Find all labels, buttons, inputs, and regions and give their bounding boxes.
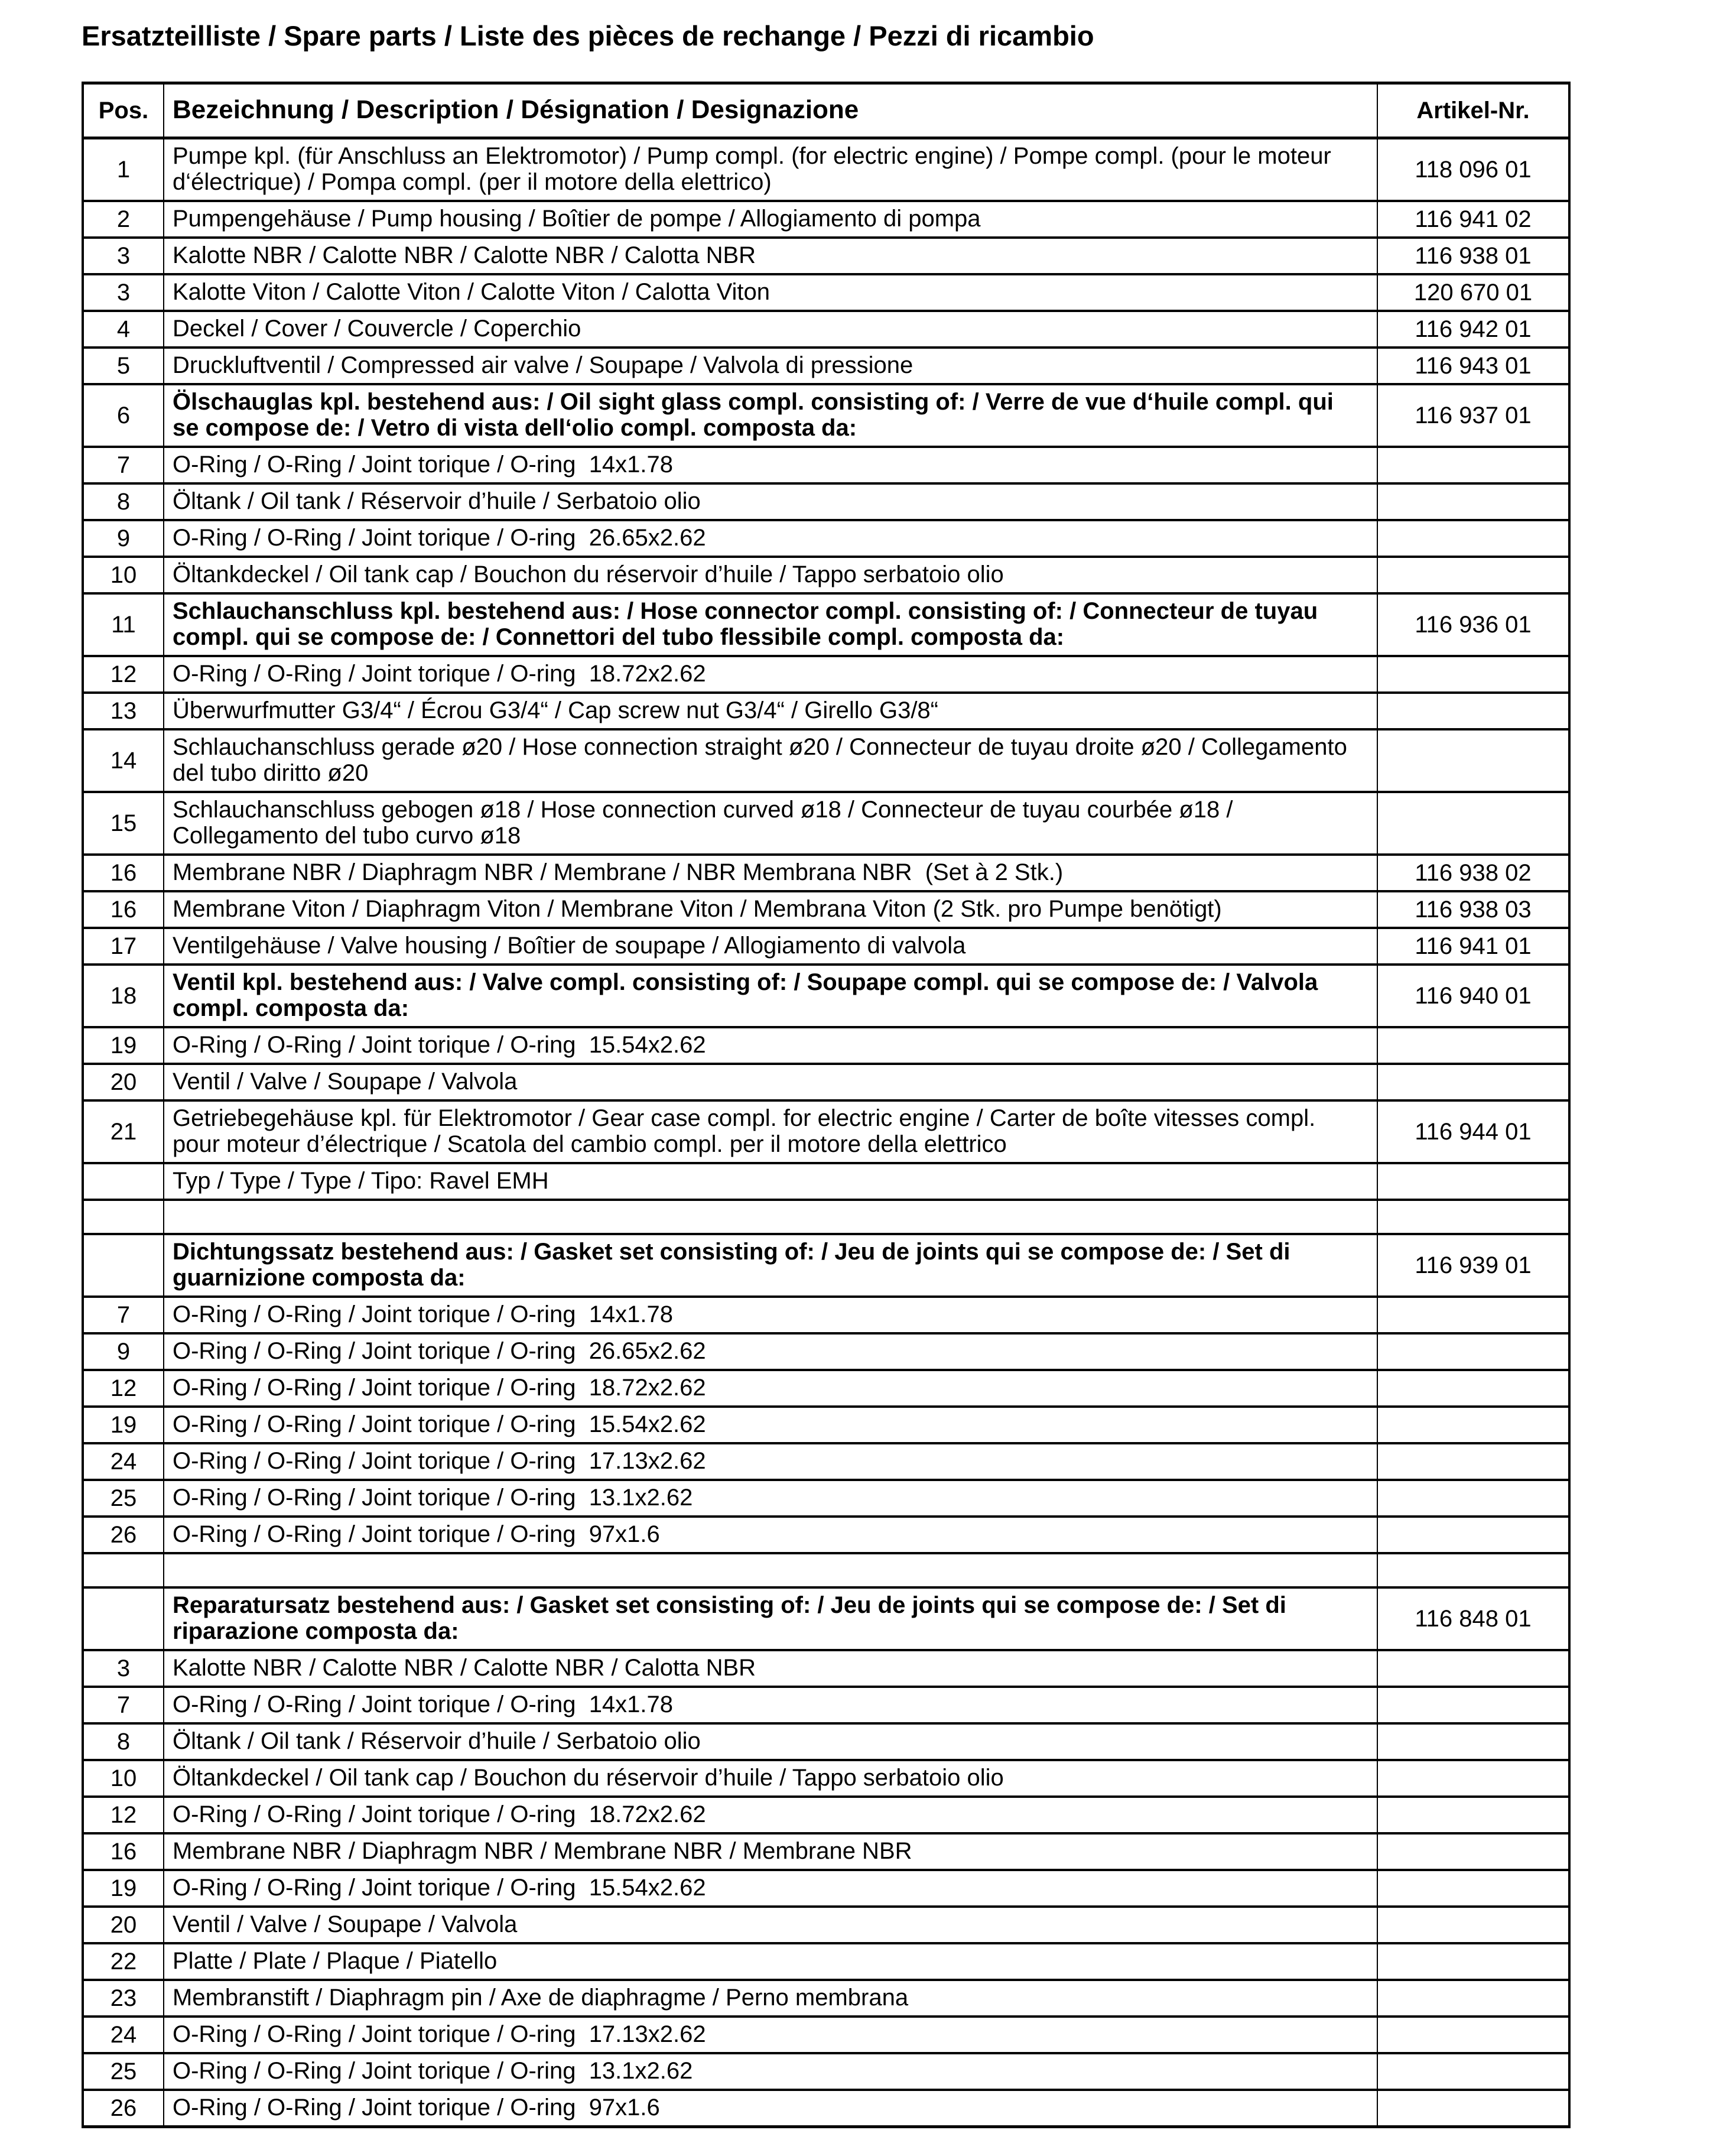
article-nr-cell	[1377, 483, 1569, 520]
description-cell	[164, 1553, 1377, 1587]
pos-cell	[83, 1163, 164, 1200]
table-row	[83, 928, 1569, 965]
pos-cell: 10	[83, 557, 164, 593]
article-nr-cell	[1377, 2090, 1569, 2127]
article-nr-cell	[1377, 1370, 1569, 1407]
pos-cell	[83, 1553, 164, 1587]
pos-cell	[83, 1200, 164, 1234]
description-cell: Dichtungssatz bestehend aus: / Gasket set consisting of: / Jeu de joints qui se compose de: / Set di guarnizione composta da:	[164, 1234, 1377, 1297]
article-nr-cell: 116 938 03	[1377, 891, 1569, 928]
description-cell: Überwurfmutter G3/4“ / Écrou G3/4“ / Cap screw nut G3/4“ / Girello G3/8“	[164, 693, 1377, 729]
description-cell	[164, 1200, 1377, 1234]
table-row	[83, 138, 1569, 202]
article-nr-cell	[1377, 557, 1569, 593]
table-row	[83, 1333, 1569, 1370]
article-nr-cell	[1377, 1553, 1569, 1587]
description-cell: O-Ring / O-Ring / Joint torique / O-ring 26.65x2.62	[164, 520, 1377, 557]
article-nr-cell	[1377, 1200, 1569, 1234]
pos-cell: 5	[83, 348, 164, 384]
table-row	[83, 965, 1569, 1027]
description-cell: O-Ring / O-Ring / Joint torique / O-ring 15.54x2.62	[164, 1407, 1377, 1443]
article-nr-cell	[1377, 729, 1569, 792]
article-nr-cell	[1377, 2053, 1569, 2090]
description-cell: O-Ring / O-Ring / Joint torique / O-ring 17.13x2.62	[164, 2017, 1377, 2053]
table-row	[83, 1723, 1569, 1760]
col-header-description: Bezeichnung / Description / Désignation / Designazione	[164, 83, 1377, 138]
description-cell: Ventilgehäuse / Valve housing / Boîtier de soupape / Allogiamento di valvola	[164, 928, 1377, 965]
description-cell: Membranstift / Diaphragm pin / Axe de diaphragme / Perno membrana	[164, 1980, 1377, 2017]
article-nr-cell: 118 096 01	[1377, 138, 1569, 202]
article-nr-cell	[1377, 1907, 1569, 1943]
description-cell: Kalotte Viton / Calotte Viton / Calotte Viton / Calotta Viton	[164, 274, 1377, 311]
article-nr-cell	[1377, 693, 1569, 729]
description-cell: Membrane NBR / Diaphragm NBR / Membrane / NBR Membrana NBR (Set à 2 Stk.)	[164, 855, 1377, 891]
table-row	[83, 447, 1569, 483]
article-nr-cell	[1377, 447, 1569, 483]
description-cell: O-Ring / O-Ring / Joint torique / O-ring 17.13x2.62	[164, 1443, 1377, 1480]
pos-cell	[83, 1587, 164, 1650]
description-cell: Kalotte NBR / Calotte NBR / Calotte NBR / Calotta NBR	[164, 1650, 1377, 1687]
pos-cell: 7	[83, 447, 164, 483]
table-row	[83, 1587, 1569, 1650]
col-header-pos: Pos.	[83, 83, 164, 138]
pos-cell: 23	[83, 1980, 164, 2017]
spacer-row	[83, 1553, 1569, 1587]
table-row	[83, 1907, 1569, 1943]
table-row	[83, 891, 1569, 928]
description-cell: Öltank / Oil tank / Réservoir d’huile / Serbatoio olio	[164, 1723, 1377, 1760]
table-row	[83, 1797, 1569, 1833]
table-row	[83, 384, 1569, 447]
article-nr-cell: 116 939 01	[1377, 1234, 1569, 1297]
pos-cell: 8	[83, 1723, 164, 1760]
description-cell: O-Ring / O-Ring / Joint torique / O-ring 14x1.78	[164, 447, 1377, 483]
article-nr-cell	[1377, 792, 1569, 855]
pos-cell: 19	[83, 1407, 164, 1443]
article-nr-cell: 116 941 01	[1377, 928, 1569, 965]
table-row	[83, 855, 1569, 891]
article-nr-cell	[1377, 656, 1569, 693]
table-row	[83, 201, 1569, 238]
article-nr-cell	[1377, 1870, 1569, 1907]
article-nr-cell	[1377, 1333, 1569, 1370]
article-nr-cell	[1377, 1297, 1569, 1333]
pos-cell: 16	[83, 891, 164, 928]
parts-table-header	[83, 83, 1569, 138]
table-row	[83, 1443, 1569, 1480]
article-nr-cell	[1377, 1650, 1569, 1687]
table-row	[83, 1297, 1569, 1333]
table-row	[83, 1687, 1569, 1723]
pos-cell: 22	[83, 1943, 164, 1980]
description-cell: O-Ring / O-Ring / Joint torique / O-ring 13.1x2.62	[164, 1480, 1377, 1517]
table-row	[83, 348, 1569, 384]
description-cell: O-Ring / O-Ring / Joint torique / O-ring 18.72x2.62	[164, 656, 1377, 693]
article-nr-cell: 116 942 01	[1377, 311, 1569, 348]
parts-table	[82, 82, 1571, 2128]
article-nr-cell	[1377, 1760, 1569, 1797]
description-cell: O-Ring / O-Ring / Joint torique / O-ring 26.65x2.62	[164, 1333, 1377, 1370]
description-cell: O-Ring / O-Ring / Joint torique / O-ring 15.54x2.62	[164, 1027, 1377, 1064]
description-cell: Pumpengehäuse / Pump housing / Boîtier de pompe / Allogiamento di pompa	[164, 201, 1377, 238]
pos-cell: 8	[83, 483, 164, 520]
table-row	[83, 1370, 1569, 1407]
description-cell: Druckluftventil / Compressed air valve / Soupape / Valvola di pressione	[164, 348, 1377, 384]
table-row	[83, 2090, 1569, 2127]
description-cell: Schlauchanschluss gerade ø20 / Hose connection straight ø20 / Connecteur de tuyau droite ø20 / Collegamento del tubo diritto ø20	[164, 729, 1377, 792]
table-row	[83, 693, 1569, 729]
pos-cell	[83, 1234, 164, 1297]
description-cell: O-Ring / O-Ring / Joint torique / O-ring 14x1.78	[164, 1687, 1377, 1723]
table-row	[83, 593, 1569, 656]
table-row	[83, 1760, 1569, 1797]
description-cell: Kalotte NBR / Calotte NBR / Calotte NBR / Calotta NBR	[164, 238, 1377, 274]
col-header-article-nr: Artikel-Nr.	[1377, 83, 1569, 138]
pos-cell: 20	[83, 1907, 164, 1943]
pos-cell: 25	[83, 2053, 164, 2090]
pos-cell: 19	[83, 1870, 164, 1907]
pos-cell: 18	[83, 965, 164, 1027]
table-row	[83, 1650, 1569, 1687]
table-row	[83, 1980, 1569, 2017]
description-cell: O-Ring / O-Ring / Joint torique / O-ring 18.72x2.62	[164, 1370, 1377, 1407]
article-nr-cell	[1377, 1833, 1569, 1870]
table-row	[83, 311, 1569, 348]
table-row	[83, 1234, 1569, 1297]
pos-cell: 26	[83, 1517, 164, 1553]
pos-cell: 24	[83, 1443, 164, 1480]
parts-table-body	[83, 138, 1569, 2127]
pos-cell: 3	[83, 1650, 164, 1687]
description-cell: Ventil kpl. bestehend aus: / Valve compl. consisting of: / Soupape compl. qui se compose de: / Valvola compl. composta da:	[164, 965, 1377, 1027]
pos-cell: 15	[83, 792, 164, 855]
pos-cell: 3	[83, 274, 164, 311]
table-row	[83, 2053, 1569, 2090]
table-row	[83, 2017, 1569, 2053]
table-row	[83, 1943, 1569, 1980]
description-cell: Ölschauglas kpl. bestehend aus: / Oil sight glass compl. consisting of: / Verre de vue d‘huile compl. qui se compose de: / Vetro di vista dell‘olio compl. composta da:	[164, 384, 1377, 447]
article-nr-cell: 116 936 01	[1377, 593, 1569, 656]
description-cell: O-Ring / O-Ring / Joint torique / O-ring 18.72x2.62	[164, 1797, 1377, 1833]
description-cell: Getriebegehäuse kpl. für Elektromotor / Gear case compl. for electric engine / Carter de boîte vitesses compl. pour moteur d’électrique / Scatola del cambio compl. per il motore della elettrico	[164, 1100, 1377, 1163]
description-cell: Deckel / Cover / Couvercle / Coperchio	[164, 311, 1377, 348]
article-nr-cell	[1377, 1723, 1569, 1760]
pos-cell: 24	[83, 2017, 164, 2053]
table-row	[83, 792, 1569, 855]
header-row	[83, 83, 1569, 138]
article-nr-cell: 116 943 01	[1377, 348, 1569, 384]
description-cell: Schlauchanschluss gebogen ø18 / Hose connection curved ø18 / Connecteur de tuyau courbée ø18 / Collegamento del tubo curvo ø18	[164, 792, 1377, 855]
pos-cell: 7	[83, 1297, 164, 1333]
description-cell: Membrane NBR / Diaphragm NBR / Membrane NBR / Membrane NBR	[164, 1833, 1377, 1870]
article-nr-cell	[1377, 1687, 1569, 1723]
pos-cell: 26	[83, 2090, 164, 2127]
pos-cell: 12	[83, 656, 164, 693]
article-nr-cell	[1377, 1943, 1569, 1980]
description-cell: Pumpe kpl. (für Anschluss an Elektromotor) / Pump compl. (for electric engine) / Pompe compl. (pour le moteur d‘électrique) / Pompa compl. (per il motore della elettrico)	[164, 138, 1377, 202]
table-row	[83, 1870, 1569, 1907]
table-row	[83, 1100, 1569, 1163]
table-row	[83, 520, 1569, 557]
table-row	[83, 1027, 1569, 1064]
table-row	[83, 1163, 1569, 1200]
article-nr-cell: 116 848 01	[1377, 1587, 1569, 1650]
pos-cell: 1	[83, 138, 164, 202]
table-row	[83, 656, 1569, 693]
table-row	[83, 557, 1569, 593]
article-nr-cell	[1377, 1517, 1569, 1553]
description-cell: O-Ring / O-Ring / Joint torique / O-ring 13.1x2.62	[164, 2053, 1377, 2090]
article-nr-cell	[1377, 1064, 1569, 1100]
table-row	[83, 729, 1569, 792]
article-nr-cell: 120 670 01	[1377, 274, 1569, 311]
article-nr-cell	[1377, 1480, 1569, 1517]
description-cell: Platte / Plate / Plaque / Piatello	[164, 1943, 1377, 1980]
description-cell: O-Ring / O-Ring / Joint torique / O-ring 97x1.6	[164, 1517, 1377, 1553]
article-nr-cell	[1377, 1407, 1569, 1443]
pos-cell: 16	[83, 1833, 164, 1870]
description-cell: Öltankdeckel / Oil tank cap / Bouchon du réservoir d’huile / Tappo serbatoio olio	[164, 557, 1377, 593]
pos-cell: 11	[83, 593, 164, 656]
pos-cell: 12	[83, 1370, 164, 1407]
description-cell: Ventil / Valve / Soupape / Valvola	[164, 1064, 1377, 1100]
table-row	[83, 1517, 1569, 1553]
description-cell: O-Ring / O-Ring / Joint torique / O-ring 97x1.6	[164, 2090, 1377, 2127]
pos-cell: 2	[83, 201, 164, 238]
pos-cell: 4	[83, 311, 164, 348]
pos-cell: 20	[83, 1064, 164, 1100]
description-cell: Reparatursatz bestehend aus: / Gasket set consisting of: / Jeu de joints qui se compose de: / Set di riparazione composta da:	[164, 1587, 1377, 1650]
table-row	[83, 1480, 1569, 1517]
pos-cell: 21	[83, 1100, 164, 1163]
article-nr-cell: 116 940 01	[1377, 965, 1569, 1027]
spacer-row	[83, 1200, 1569, 1234]
description-cell: Öltank / Oil tank / Réservoir d’huile / Serbatoio olio	[164, 483, 1377, 520]
article-nr-cell: 116 937 01	[1377, 384, 1569, 447]
table-row	[83, 274, 1569, 311]
article-nr-cell	[1377, 2017, 1569, 2053]
article-nr-cell: 116 938 02	[1377, 855, 1569, 891]
pos-cell: 16	[83, 855, 164, 891]
pos-cell: 6	[83, 384, 164, 447]
pos-cell: 12	[83, 1797, 164, 1833]
pos-cell: 9	[83, 520, 164, 557]
description-cell: Öltankdeckel / Oil tank cap / Bouchon du réservoir d’huile / Tappo serbatoio olio	[164, 1760, 1377, 1797]
pos-cell: 3	[83, 238, 164, 274]
description-cell: O-Ring / O-Ring / Joint torique / O-ring 14x1.78	[164, 1297, 1377, 1333]
description-cell: O-Ring / O-Ring / Joint torique / O-ring 15.54x2.62	[164, 1870, 1377, 1907]
description-cell: Ventil / Valve / Soupape / Valvola	[164, 1907, 1377, 1943]
pos-cell: 17	[83, 928, 164, 965]
pos-cell: 14	[83, 729, 164, 792]
article-nr-cell	[1377, 1443, 1569, 1480]
pos-cell: 9	[83, 1333, 164, 1370]
table-row	[83, 483, 1569, 520]
pos-cell: 25	[83, 1480, 164, 1517]
article-nr-cell	[1377, 1163, 1569, 1200]
article-nr-cell: 116 944 01	[1377, 1100, 1569, 1163]
article-nr-cell	[1377, 1797, 1569, 1833]
article-nr-cell	[1377, 1027, 1569, 1064]
article-nr-cell	[1377, 1980, 1569, 2017]
page-title: Ersatzteilliste / Spare parts / Liste des pièces de rechange / Pezzi di ricambio	[82, 20, 1094, 51]
table-row	[83, 1064, 1569, 1100]
table-row	[83, 1407, 1569, 1443]
pos-cell: 19	[83, 1027, 164, 1064]
pos-cell: 10	[83, 1760, 164, 1797]
article-nr-cell: 116 938 01	[1377, 238, 1569, 274]
description-cell: Typ / Type / Type / Tipo: Ravel EMH	[164, 1163, 1377, 1200]
article-nr-cell	[1377, 520, 1569, 557]
pos-cell: 7	[83, 1687, 164, 1723]
description-cell: Schlauchanschluss kpl. bestehend aus: / Hose connector compl. consisting of: / Connecteur de tuyau compl. qui se compose de: / Connettori del tubo flessibile compl. composta da:	[164, 593, 1377, 656]
article-nr-cell: 116 941 02	[1377, 201, 1569, 238]
table-row	[83, 1833, 1569, 1870]
pos-cell: 13	[83, 693, 164, 729]
table-row	[83, 238, 1569, 274]
description-cell: Membrane Viton / Diaphragm Viton / Membrane Viton / Membrana Viton (2 Stk. pro Pumpe benötigt)	[164, 891, 1377, 928]
